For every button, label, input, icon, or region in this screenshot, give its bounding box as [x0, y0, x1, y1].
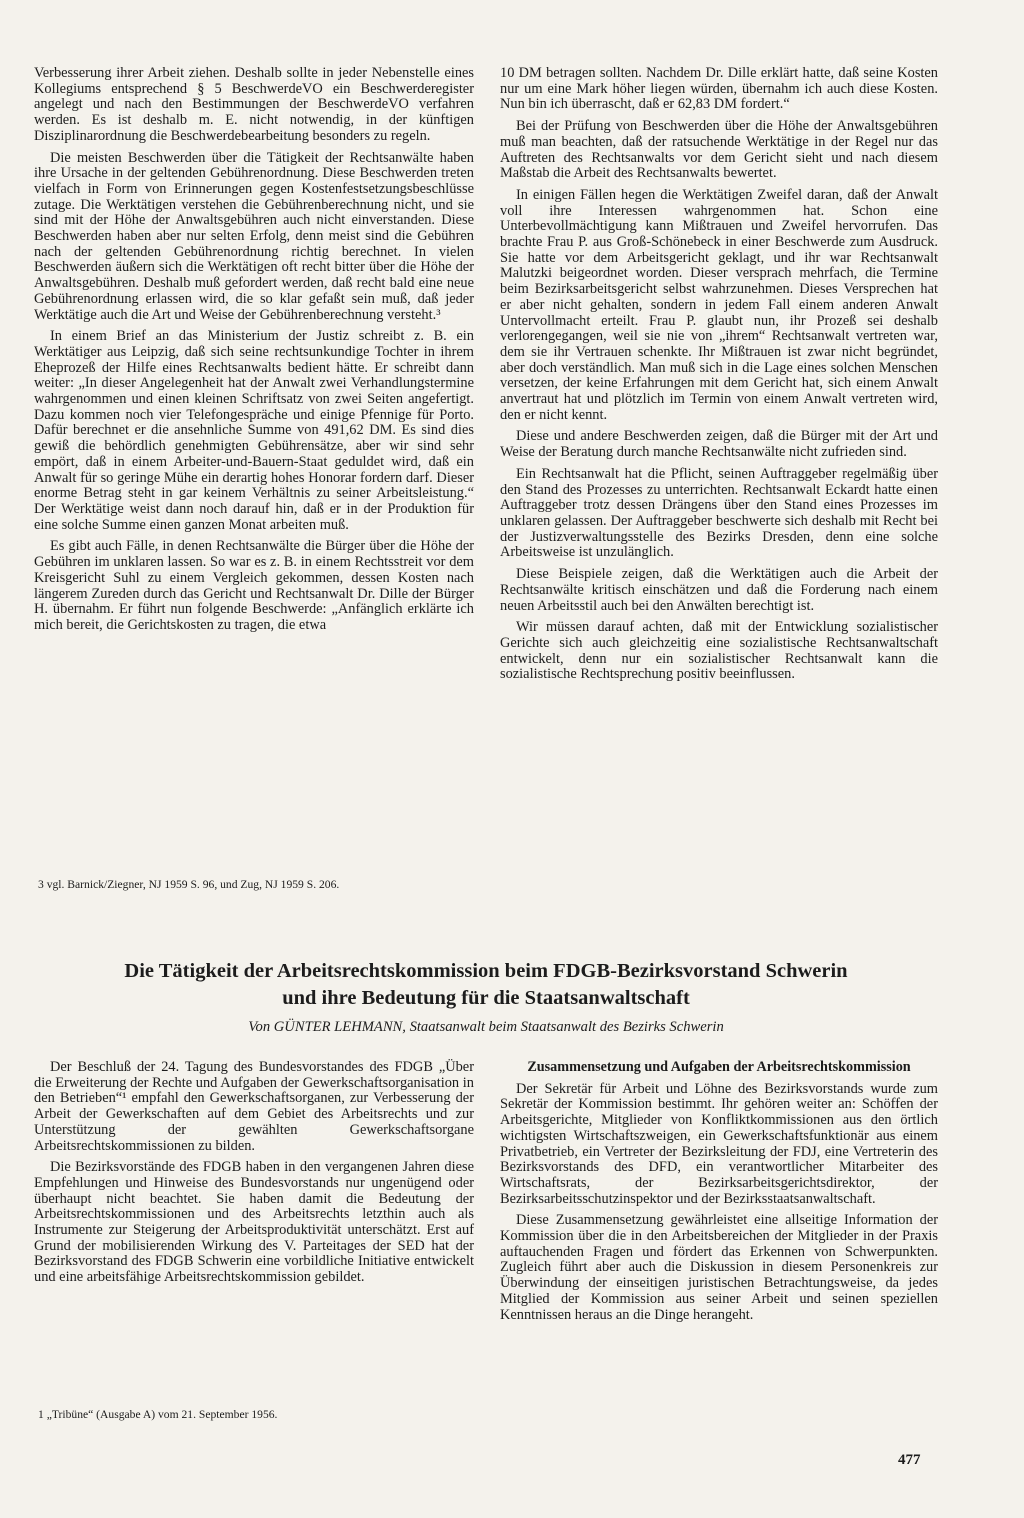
footnote: 3 vgl. Barnick/Ziegner, NJ 1959 S. 96, und Zug, NJ 1959 S. 206.	[38, 878, 340, 891]
paragraph: Die meisten Beschwerden über die Tätigkeit der Rechtsanwälte haben ihre Ursache in der geltenden Gebührenordnung. Diese Beschwerden treten vielfach in Form von Erinnerungen gegen Kostenfestsetzungsbeschlüsse zutage. Die Werktätigen verstehen die Gebührenberechnung nicht, und sie sind mit der Höhe der Anwaltsgebühren auch nicht einverstanden. Diese Beschwerden haben aber nur selten Erfolg, denn meist sind die Gebühren nach der geltenden Gebührenordnung richtig berechnet. In vielen Beschwerden äußern sich die Werktätigen oft recht bitter über die Höhe der Anwaltsgebühren. Deshalb muß gefordert werden, daß recht bald eine neue Gebührenordnung erlassen wird, die so klar gefaßt sein muß, daß jeder Werktätige auch die Art und Weise der Gebührenberechnung versteht.³	[34, 149, 474, 323]
paragraph: Bei der Prüfung von Beschwerden über die Höhe der Anwaltsgebühren muß man beachten, daß der ratsuchende Werktätige in der Regel nur das Auftreten des Rechtsanwalts vor dem Gericht sieht und nach diesem Maßstab die Arbeit des Rechtsanwalts bewertet.	[500, 118, 938, 182]
paragraph: Der Beschluß der 24. Tagung des Bundesvorstandes des FDGB „Über die Erweiterung der Rechte und Aufgaben der Gewerkschaftsorganisation in den Betrieben“¹ empfahl den Gewerkschaftsorganen, zur Verbesserung der Arbeit der Gewerkschaften auf dem Gebiet des Arbeitsrechts und zur Unterstützung der gewählten Gewerkschaftsorgane Arbeitsrechtskommissionen zu bilden.	[34, 1059, 474, 1154]
paragraph: In einigen Fällen hegen die Werktätigen Zweifel daran, daß der Anwalt voll ihre Interessen wahrgenommen hat. Schon eine Unterbevollmächtigung kann Mißtrauen und Zweifel hervorrufen. Das brachte Frau P. aus Groß-Schönebeck in einer Beschwerde zum Ausdruck. Sie hatte vor dem Arbeitsgericht geklagt, und ihr war Rechtsanwalt Malutzki beigeordnet worden. Dieser versprach mehrfach, die Termine beim Bezirksarbeitsgericht selbst wahrzunehmen. Dieses Versprechen hat er aber nicht gehalten, sondern in jedem Fall einem anderen Anwalt Untervollmacht erteilt. Frau P. glaubt nun, ihr Prozeß sei deshalb verlorengegangen, weil sie nie von „ihrem“ Rechtsanwalt vertreten war, dem sie ihr Vertrauen schenkte. Ihr Mißtrauen ist zwar nicht begründet, aber doch verständlich. Man muß sich in die Lage eines solchen Menschen versetzen, der keine Erfahrungen mit dem Gericht hat, sich einem Anwalt anvertraut hat und plötzlich im Termin von einem Anwalt vertreten wird, den er nicht kennt.	[500, 186, 938, 423]
article-title-line: und ihre Bedeutung für die Staatsanwaltschaft	[282, 987, 690, 1009]
paragraph: 10 DM betragen sollten. Nachdem Dr. Dille erklärt hatte, daß seine Kosten nur um eine Mark höher liegen würden, übernahm ich auch diese Kosten. Nun bin ich überrascht, daß er 62,83 DM fordert.“	[500, 65, 938, 113]
paragraph: In einem Brief an das Ministerium der Justiz schreibt z. B. ein Werktätiger aus Leipzig, daß sich seine rechtsunkundige Tochter in ihrem Eheprozeß der Hilfe eines Rechtsanwalts bedient hätte. Er schreibt dann weiter: „In dieser Angelegenheit hat der Anwalt zwei Verhandlungstermine wahrgenommen und einen kleinen Schriftsatz von zwei Seiten angefertigt. Dazu kommen noch vier Telefongespräche und einige Pfennige für Porto. Dafür berechnet er die ansehnliche Summe von 491,62 DM. Es sind dies gewiß die behördlich genehmigten Gebührensätze, aber wir sind sehr empört, daß in einem Arbeiter-und-Bauern-Staat geduldet wird, daß ein Anwalt für so geringe Mühe ein derartig hohes Honorar fordern darf. Dieser enorme Betrag steht in gar keinem Verhältnis zu seiner Arbeitsleistung.“ Der Werktätige weist dann noch darauf hin, daß er in der Produktion für eine solche Summe einen ganzen Monat arbeiten muß.	[34, 328, 474, 533]
article-byline: Von GÜNTER LEHMANN, Staatsanwalt beim Staatsanwalt des Bezirks Schwerin	[248, 1019, 724, 1035]
paragraph: Diese Zusammensetzung gewährleistet eine allseitige Information der Kommission über die in den Arbeitsbereichen der Mitglieder in der Praxis auftauchenden Fragen und fördert das Erkennen von Schwerpunkten. Zugleich führt aber auch die Diskussion in diesem Personenkreis zur Überwindung der einseitigen juristischen Betrachtungsweise, da jedes Mitglied der Kommission aus seiner Arbeit und seinen speziellen Kenntnissen heraus an die Dinge herangeht.	[500, 1212, 938, 1323]
paragraph: Diese und andere Beschwerden zeigen, daß die Bürger mit der Art und Weise der Beratung durch manche Rechtsanwälte nicht zufrieden sind.	[500, 428, 938, 461]
paragraph: Ein Rechtsanwalt hat die Pflicht, seinen Auftraggeber regelmäßig über den Stand des Prozesses zu unterrichten. Rechtsanwalt Eckardt hatte einen Auftraggeber trotz dessen Drängens über den Stand eines Prozesses im unklaren gelassen. Der Auftraggeber beschwerte sich deshalb mit Recht bei der Justizverwaltungsstelle des Bezirks Dresden, denn eine solche Arbeitsweise ist unzulänglich.	[500, 465, 938, 561]
paragraph: Diese Beispiele zeigen, daß die Werktätigen auch die Arbeit der Rechtsanwälte kritisch einschätzen und daß die Forderung nach einem neuen Arbeitsstil auch bei den Anwälten berechtigt ist.	[500, 566, 938, 614]
paragraph: Wir müssen darauf achten, daß mit der Entwicklung sozialistischer Gerichte sich auch gleichzeitig eine sozialistische Rechtsanwaltschaft entwickelt, denn nur ein sozialistischer Rechtsanwalt kann die sozialistische Rechtsprechung positiv beeinflussen.	[500, 619, 938, 683]
paragraph: Es gibt auch Fälle, in denen Rechtsanwälte die Bürger über die Höhe der Gebühren im unklaren lassen. So war es z. B. in einem Rechtsstreit vor dem Kreisgericht Suhl zu einem Vergleich gekommen, dessen Kosten nach längerem Zureden durch das Gericht und Rechtsanwalt Dr. Dille der Bürger H. übernahm. Er führt nun folgende Beschwerde: „Anfänglich erklärte ich mich bereit, die Gerichtskosten zu tragen, die etwa	[34, 538, 474, 633]
paragraph: Verbesserung ihrer Arbeit ziehen. Deshalb sollte in jeder Nebenstelle eines Kollegiums entsprechend § 5 BeschwerdeVO ein Beschwerderegister angelegt und nach den Bestimmungen der BeschwerdeVO verfahren werden. Es ist deshalb m. E. nicht notwendig, in der künftigen Disziplinarordnung die Beschwerdebearbeitung besonders zu regeln.	[34, 65, 474, 144]
paragraph: Die Bezirksvorstände des FDGB haben in den vergangenen Jahren diese Empfehlungen und Hinweise des Bundesvorstands nur ungenügend oder überhaupt nicht beachtet. Sie haben damit die Bedeutung der Arbeitsrechtskommissionen und des Arbeitsrechts letzthin auch als Instrumente zur Steigerung der Arbeitsproduktivität unterschätzt. Erst auf Grund der mobilisierenden Wirkung des V. Parteitages der SED hat der Bezirksvorstand des FDGB Schwerin eine vorbildliche Initiative entwickelt und eine arbeitsfähige Arbeitsrechtskommission gebildet.	[34, 1159, 474, 1286]
section-subheading: Zusammensetzung und Aufgaben der Arbeitsrechtskommission	[527, 1059, 911, 1075]
article-title-line: Die Tätigkeit der Arbeitsrechtskommission beim FDGB-Bezirksvorstand Schwerin	[124, 960, 848, 982]
article-right-column	[500, 1060, 938, 1329]
article-title	[34, 958, 938, 1012]
page-number: 477	[898, 1452, 921, 1468]
upper-right-column	[500, 66, 938, 689]
footnote: 1 „Tribüne“ (Ausgabe A) vom 21. September 1956.	[38, 1408, 278, 1421]
upper-left-column	[34, 66, 474, 640]
paragraph: Der Sekretär für Arbeit und Löhne des Bezirksvorstands wurde zum Sekretär der Kommission bestimmt. Ihr gehören weiter an: Schöffen der Arbeitsgerichte, Mitglieder von Konfliktkommissionen aus den örtlich wichtigsten Wirtschaftszweigen, ein Gewerkschaftsfunktionär aus einem Privatbetrieb, ein Vertreter der Bezirksleitung der FDJ, eine Vertreterin des Bezirksvorstands des DFD, ein verantwortlicher Mitarbeiter des Wirtschaftsrats, der Bezirksarbeitsgerichtsdirektor, der Bezirksarbeitsschutzinspektor und der Bezirksstaatsanwaltschaft.	[500, 1080, 938, 1207]
article-left-column	[34, 1060, 474, 1292]
